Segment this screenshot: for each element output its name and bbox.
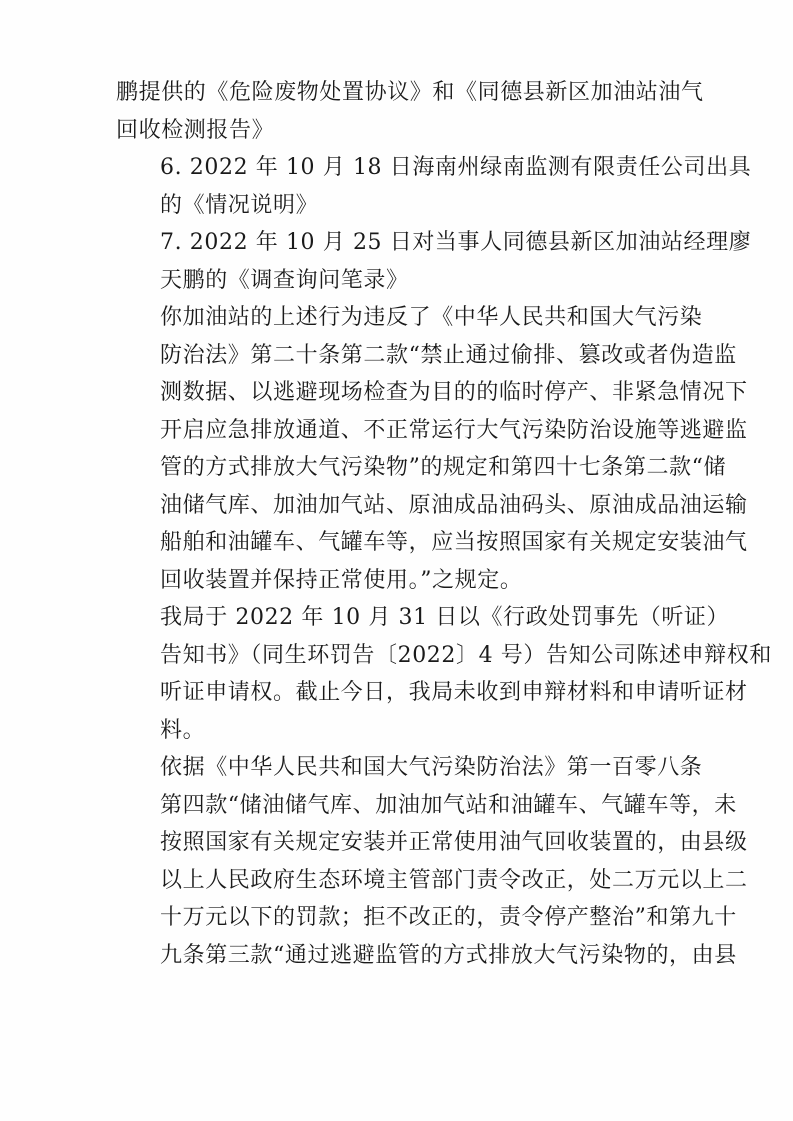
paragraph-legal-basis bbox=[116, 749, 748, 974]
text-line: 管的方式排放大气污染物”的规定和第四十七条第二款“储 bbox=[160, 455, 727, 480]
text-line: 6. 2022 年 10 月 18 日海南州绿南监测有限责任公司出具 bbox=[160, 155, 752, 180]
paragraph-evidence-6 bbox=[116, 149, 752, 224]
text-line: 第四款“储油储气库、加油加气站和油罐车、气罐车等，未 bbox=[160, 792, 737, 818]
text-line: 开启应急排放通道、不正常运行大气污染防治设施等逃避监 bbox=[160, 417, 748, 443]
text-line: 鹏提供的《危险废物处置协议》和《同德县新区加油站油气 bbox=[116, 80, 704, 105]
text-line: 天鹏的《调查询问笔录》 bbox=[160, 267, 409, 293]
text-line: 测数据、以逃避现场检查为目的的临时停产、非紧急情况下 bbox=[160, 380, 748, 405]
paragraph-evidence-7 bbox=[116, 224, 752, 299]
text-line: 的《情况说明》 bbox=[160, 192, 319, 218]
text-line: 料。 bbox=[160, 717, 206, 743]
text-line: 7. 2022 年 10 月 25 日对当事人同德县新区加油站经理廖 bbox=[160, 230, 752, 255]
text-line: 按照国家有关规定安装并正常使用油气回收装置的，由县级 bbox=[160, 830, 748, 855]
text-line: 回收装置并保持正常使用。”之规定。 bbox=[160, 567, 523, 593]
document-body bbox=[116, 74, 772, 974]
paragraph-attachment-continuation bbox=[116, 74, 704, 149]
text-line: 以上人民政府生态环境主管部门责令改正，处二万元以上二 bbox=[160, 867, 748, 893]
text-line: 告知书》（同生环罚告〔2022〕4 号）告知公司陈述申辩权和 bbox=[160, 642, 772, 668]
text-line: 依据《中华人民共和国大气污染防治法》第一百零八条 bbox=[160, 755, 703, 780]
text-line: 我局于 2022 年 10 月 31 日以《行政处罚事先（听证） bbox=[160, 605, 730, 630]
paragraph-violation bbox=[116, 299, 748, 599]
text-line: 回收检测报告》 bbox=[116, 117, 275, 143]
text-line: 油储气库、加油加气站、原油成品油码头、原油成品油运输 bbox=[160, 492, 748, 518]
text-line: 听证申请权。截止今日，我局未收到申辩材料和申请听证材 bbox=[160, 680, 748, 705]
text-line: 九条第三款“通过逃避监管的方式排放大气污染物的，由县 bbox=[160, 942, 737, 968]
paragraph-notice bbox=[116, 599, 772, 749]
text-line: 防治法》第二十条第二款“禁止通过偷排、篡改或者伪造监 bbox=[160, 342, 737, 368]
text-line: 你加油站的上述行为违反了《中华人民共和国大气污染 bbox=[160, 305, 703, 330]
text-line: 十万元以下的罚款；拒不改正的，责令停产整治”和第九十 bbox=[160, 905, 737, 930]
text-line: 船舶和油罐车、气罐车等，应当按照国家有关规定安装油气 bbox=[160, 530, 748, 555]
